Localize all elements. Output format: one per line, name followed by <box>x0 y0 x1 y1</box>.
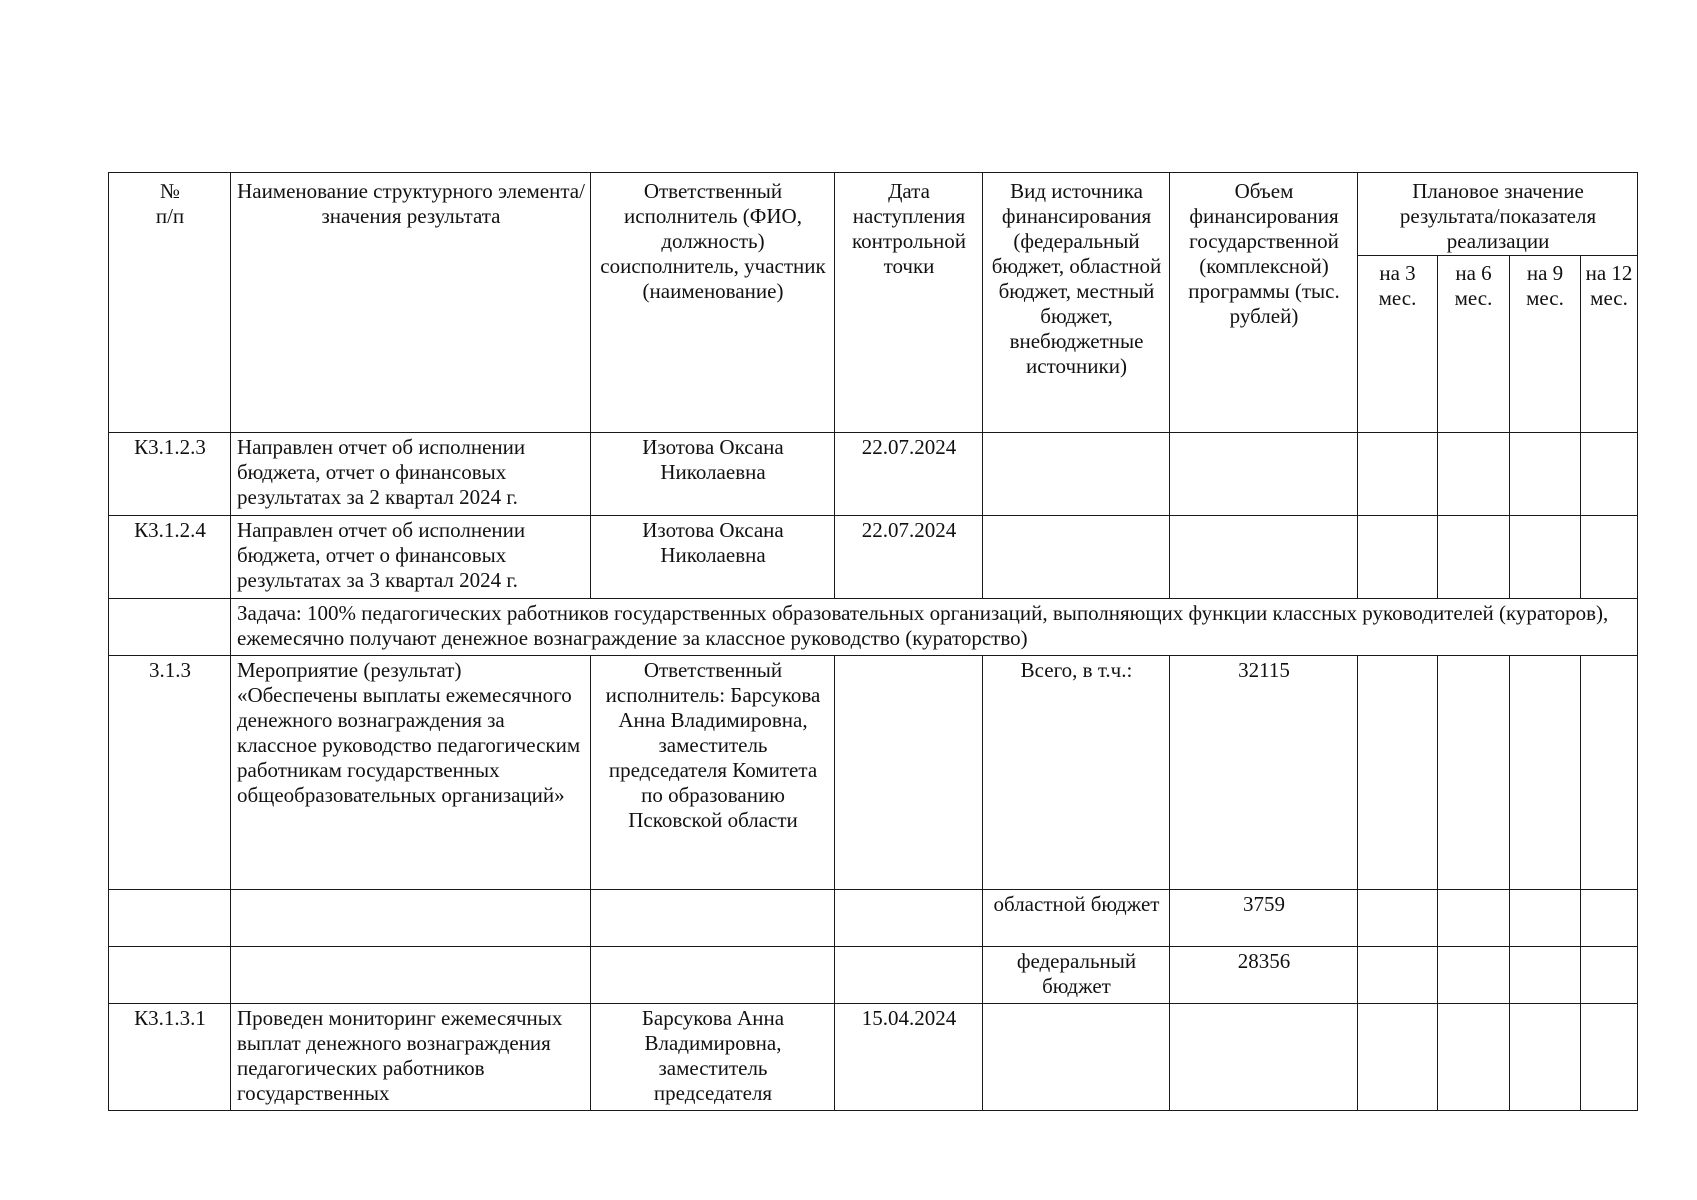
cell-num <box>109 947 231 1004</box>
cell-name <box>231 890 591 947</box>
cell-m6 <box>1438 947 1510 1004</box>
cell-m6 <box>1438 1004 1510 1111</box>
cell-m9 <box>1510 1004 1581 1111</box>
cell-m9 <box>1510 890 1581 947</box>
cell-volume: 28356 <box>1170 947 1358 1004</box>
cell-responsible: Изотова Оксана Николаевна <box>591 433 835 516</box>
cell-num <box>109 599 231 656</box>
cell-m12 <box>1581 1004 1638 1111</box>
cell-m12 <box>1581 433 1638 516</box>
cell-source <box>983 433 1170 516</box>
header-num-text: № п/п <box>155 179 185 228</box>
header-6-months <box>1438 256 1510 433</box>
header-9-months <box>1510 256 1581 433</box>
table-row <box>109 890 1638 947</box>
table-header-row <box>109 173 1638 256</box>
cell-m6 <box>1438 656 1510 890</box>
cell-volume <box>1170 516 1358 599</box>
cell-m3 <box>1358 656 1438 890</box>
cell-date <box>835 947 983 1004</box>
cell-responsible: Изотова Оксана Николаевна <box>591 516 835 599</box>
cell-date <box>835 890 983 947</box>
header-volume-text: Объем финансирования государственной (комплексной) программы (тыс. рублей) <box>1188 179 1340 328</box>
header-planned-text: Плановое значение результата/показателя реализации <box>1399 179 1597 253</box>
cell-responsible <box>591 947 835 1004</box>
header-source-text: Вид источника финансирования (федеральный бюджет, областной бюджет, местный бюджет, внебюджетные источники) <box>991 179 1162 378</box>
header-source <box>983 173 1170 433</box>
cell-name: Проведен мониторинг ежемесячных выплат денежного вознаграждения педагогических работников государственных <box>231 1004 591 1111</box>
cell-m3 <box>1358 433 1438 516</box>
cell-source: областной бюджет <box>983 890 1170 947</box>
cell-source <box>983 516 1170 599</box>
cell-m12 <box>1581 947 1638 1004</box>
header-date <box>835 173 983 433</box>
task-text: Задача: 100% педагогических работников государственных образовательных организаций, выполняющих функции классных руководителей (кураторов), ежемесячно получают денежное вознаграждение за классное руководство (кураторство) <box>231 599 1638 656</box>
header-responsible-text: Ответственный исполнитель (ФИО, должность) соисполнитель, участник (наименование) <box>600 179 826 303</box>
cell-m6 <box>1438 516 1510 599</box>
cell-date: 22.07.2024 <box>835 516 983 599</box>
cell-m6 <box>1438 890 1510 947</box>
cell-m3 <box>1358 1004 1438 1111</box>
cell-m12 <box>1581 656 1638 890</box>
table-row <box>109 1004 1638 1111</box>
task-row <box>109 599 1638 656</box>
cell-volume <box>1170 433 1358 516</box>
cell-num: К3.1.2.4 <box>109 516 231 599</box>
header-3-months-text: на 3 мес. <box>1378 261 1417 310</box>
table-row <box>109 433 1638 516</box>
cell-name: Направлен отчет об исполнении бюджета, отчет о финансовых результатах за 2 квартал 2024 г. <box>231 433 591 516</box>
cell-m12 <box>1581 890 1638 947</box>
cell-m3 <box>1358 516 1438 599</box>
header-12-months-text: на 12 мес. <box>1585 261 1633 310</box>
cell-responsible: Ответственный исполнитель: Барсукова Анна Владимировна, заместитель председателя Комитета по образованию Псковской области <box>591 656 835 890</box>
cell-m6 <box>1438 433 1510 516</box>
cell-num: К3.1.2.3 <box>109 433 231 516</box>
header-6-months-text: на 6 мес. <box>1454 261 1493 310</box>
header-num <box>109 173 231 433</box>
cell-m9 <box>1510 656 1581 890</box>
header-3-months <box>1358 256 1438 433</box>
cell-source: федеральный бюджет <box>983 947 1170 1004</box>
header-responsible <box>591 173 835 433</box>
cell-name: Мероприятие (результат) «Обеспечены выплаты ежемесячного денежного вознаграждения за классное руководство педагогическим работникам государственных общеобразовательных организаций» <box>231 656 591 890</box>
header-9-months-text: на 9 мес. <box>1526 261 1564 310</box>
cell-m3 <box>1358 890 1438 947</box>
header-volume <box>1170 173 1358 433</box>
cell-num: К3.1.3.1 <box>109 1004 231 1111</box>
cell-m3 <box>1358 947 1438 1004</box>
header-name <box>231 173 591 433</box>
header-planned <box>1358 173 1638 256</box>
cell-responsible: Барсукова Анна Владимировна, заместитель председателя <box>591 1004 835 1111</box>
cell-num: 3.1.3 <box>109 656 231 890</box>
cell-date: 15.04.2024 <box>835 1004 983 1111</box>
cell-source: Всего, в т.ч.: <box>983 656 1170 890</box>
cell-volume: 32115 <box>1170 656 1358 890</box>
cell-m12 <box>1581 516 1638 599</box>
header-name-text: Наименование структурного элемента/ значения результата <box>237 179 585 228</box>
program-table <box>108 172 1638 1111</box>
cell-name <box>231 947 591 1004</box>
cell-num <box>109 890 231 947</box>
cell-date: 22.07.2024 <box>835 433 983 516</box>
cell-m9 <box>1510 516 1581 599</box>
cell-date <box>835 656 983 890</box>
cell-volume <box>1170 1004 1358 1111</box>
table-row <box>109 516 1638 599</box>
cell-name: Направлен отчет об исполнении бюджета, отчет о финансовых результатах за 3 квартал 2024 г. <box>231 516 591 599</box>
table-row <box>109 947 1638 1004</box>
header-12-months <box>1581 256 1638 433</box>
cell-volume: 3759 <box>1170 890 1358 947</box>
table-row <box>109 656 1638 890</box>
cell-source <box>983 1004 1170 1111</box>
cell-m9 <box>1510 947 1581 1004</box>
cell-responsible <box>591 890 835 947</box>
cell-m9 <box>1510 433 1581 516</box>
header-date-text: Дата наступления контрольной точки <box>851 179 967 278</box>
